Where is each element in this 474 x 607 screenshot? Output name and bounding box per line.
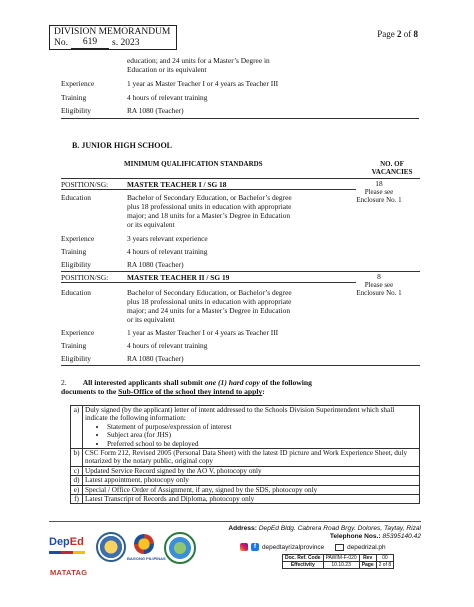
memo-title: DIVISION MEMORANDUM (54, 27, 171, 37)
social-links (240, 543, 420, 551)
documents-table (70, 405, 420, 504)
doc-key: b) (71, 449, 83, 467)
position-value: MASTER TEACHER I / SG 18 (127, 180, 227, 189)
bagong-pilipinas-text: BAGONG PILIPINAS (127, 556, 166, 561)
effectivity-label: Effectivity (283, 562, 324, 569)
footer-divider (49, 521, 421, 522)
table-row (71, 449, 420, 467)
vacancy-note-2: Enclosure No. 1 (356, 289, 402, 297)
doc-item (83, 406, 420, 449)
deped-seal-icon (96, 532, 126, 562)
rizal-division-seal-icon (164, 532, 196, 564)
vacancy-count: 8 (377, 272, 381, 281)
vacancy-count: 18 (375, 179, 383, 188)
vacancy-cell (356, 180, 402, 204)
doc-text: Special / Office Order of Assignment, if any, signed by the SDS, photocopy only (83, 485, 420, 494)
qualification-table-header (62, 157, 420, 179)
list-item: • Subject area (for JHS) (107, 431, 417, 439)
document-control-table (282, 554, 394, 569)
page-value: 2 of 8 (376, 562, 394, 569)
position-label: POSITION/SG: (61, 180, 109, 189)
instagram-icon[interactable] (240, 543, 248, 551)
doc-text: Duly signed (by the applicant) letter of intent addressed to the Schools Division Superintendent which shall indicate the following information: (85, 406, 395, 423)
email-address[interactable]: depedrizal.ph (347, 543, 386, 551)
telephone-line (228, 533, 421, 541)
vacancy-cell (356, 273, 402, 297)
page-number (377, 29, 418, 39)
page-total: 8 (413, 29, 418, 39)
position-divider (61, 282, 356, 283)
paragraph-emphasis: one (1) hard copy (204, 378, 260, 387)
footer-address-block (228, 525, 421, 542)
table-row (71, 476, 420, 485)
top-eligibility-label: Eligibility (61, 106, 91, 115)
experience-value: 3 years relevant experience (127, 234, 208, 243)
position-label: POSITION/SG: (61, 273, 109, 282)
position-divider (61, 189, 356, 190)
header-divider (61, 178, 420, 179)
education-line: plus 18 professional units in education with appropriate (127, 297, 292, 306)
bagong-pilipinas-logo (127, 534, 166, 564)
education-cont-2: Education or its equivalent (127, 65, 207, 74)
table-row (71, 466, 420, 475)
doc-text: CSC Form 212, Revised 2005 (Personal Data Sheet) with the latest ID picture and Work Experience Sheet, duly notarized by the notary public, original copy (83, 449, 420, 467)
paragraph-text: of the following (259, 378, 312, 387)
effectivity-value: 10.10.23 (323, 562, 359, 569)
experience-value: 1 year as Master Teacher I or 4 years as Teacher III (127, 328, 279, 337)
table-row (283, 562, 394, 569)
col-standards-header: MINIMUM QUALIFICATION STANDARDS (124, 160, 263, 168)
education-line: Bachelor of Secondary Education, or Bachelor’s degree (127, 288, 292, 297)
table-row (71, 495, 420, 504)
education-line: or its equivalent (127, 315, 175, 324)
vacancy-note-1: Please see (364, 188, 394, 196)
list-item: • Statement of purpose/expression of interest (107, 423, 417, 431)
eligibility-label: Eligibility (61, 260, 91, 269)
education-label: Education (61, 193, 91, 202)
training-label: Training (61, 341, 87, 350)
telephone-label: Telephone Nos.: (329, 533, 381, 541)
position-value: MASTER TEACHER II / SG 19 (127, 273, 230, 282)
top-training-label: Training (61, 93, 87, 102)
doc-text: Latest Transcript of Records and Diploma, photocopy only (83, 495, 420, 504)
paragraph-text: : (262, 387, 265, 397)
education-line: major; and 24 units for a Master’s Degree in Education (127, 306, 291, 315)
section-title: B. JUNIOR HIGH SCHOOL (72, 141, 173, 150)
training-value: 4 hours of relevant training (127, 341, 208, 350)
paragraph-text: documents to the (61, 387, 119, 397)
doc-key: d) (71, 476, 83, 485)
doc-text: Latest appointment, photocopy only (83, 476, 420, 485)
doc-bullet-list (85, 423, 417, 448)
doc-ref-label: Doc. Ref. Code (283, 555, 324, 562)
facebook-icon[interactable]: f (251, 543, 259, 551)
paragraph-underline: Sub-Office of the school they intend to apply (118, 387, 263, 397)
page-label: Page (359, 562, 376, 569)
top-training-value: 4 hours of relevant training (127, 93, 208, 102)
doc-key: a) (71, 406, 83, 449)
education-line: or its equivalent (127, 220, 175, 229)
list-item: • Preferred school to be deployed (107, 440, 417, 448)
doc-ref-value: PAWIM-F-020 (323, 555, 359, 562)
memo-header-box (49, 25, 177, 50)
education-cont-1: education; and 24 units for a Master’s Degree in (127, 56, 270, 65)
mail-icon (335, 544, 344, 551)
memo-series: s. 2023 (112, 38, 140, 48)
top-divider (61, 118, 419, 119)
footer-logos (49, 524, 201, 584)
top-eligibility-value: RA 1080 (Teacher) (127, 106, 184, 115)
eligibility-value: RA 1080 (Teacher) (127, 260, 184, 269)
training-value: 4 hours of relevant training (127, 247, 208, 256)
position-divider (61, 271, 420, 272)
table-row (71, 485, 420, 494)
training-label: Training (61, 247, 87, 256)
vacancy-note-1: Please see (364, 281, 394, 289)
page-prefix: Page (377, 29, 395, 39)
memo-number-line (54, 38, 172, 49)
memo-no-label: No. (54, 38, 68, 48)
paragraph-number: 2. (61, 378, 67, 387)
deped-logo (49, 528, 89, 568)
education-label: Education (61, 288, 91, 297)
doc-key: f) (71, 495, 83, 504)
col-vacancies-header: NO. OF VACANCIES (371, 160, 413, 176)
table-row (283, 555, 394, 562)
top-experience-label: Experience (61, 79, 95, 88)
experience-label: Experience (61, 328, 95, 337)
paragraph-text: All interested applicants shall submit (82, 378, 205, 387)
deped-logo-dep: Dep (49, 536, 70, 548)
doc-key: e) (71, 485, 83, 494)
eligibility-label: Eligibility (61, 354, 91, 363)
deped-logo-ed: Ed (69, 536, 84, 548)
page-current: 2 (397, 29, 402, 39)
table-bottom-divider (61, 365, 420, 366)
address-label: Address: (228, 525, 257, 532)
deped-flag-stripe (49, 551, 85, 554)
doc-text: Updated Service Record signed by the AO V, photocopy only (83, 466, 420, 475)
eligibility-value: RA 1080 (Teacher) (127, 354, 184, 363)
vacancy-note-2: Enclosure No. 1 (356, 196, 402, 204)
deped-logo-text (49, 536, 84, 548)
instruction-paragraph (61, 378, 421, 397)
rev-value: 00 (376, 555, 394, 562)
page-of: of (403, 29, 412, 39)
rev-label: Rev (359, 555, 376, 562)
sun-icon (134, 534, 154, 554)
matatag-logo: MATATAG (50, 568, 88, 577)
top-experience-value: 1 year as Master Teacher I or 4 years as Teacher III (127, 79, 279, 88)
experience-label: Experience (61, 234, 95, 243)
memo-no-value: 619 (71, 38, 109, 49)
table-row (71, 406, 420, 449)
education-line: plus 18 professional units in education with appropriate (127, 202, 292, 211)
education-line: Bachelor of Secondary Education, or Bachelor’s degree (127, 193, 292, 202)
address-line (228, 525, 421, 533)
address-value: DepEd Bldg. Cabrera Road Brgy. Dolores, Taytay, Rizal (258, 525, 421, 532)
doc-key: c) (71, 466, 83, 475)
education-line: major; and 18 units for a Master’s Degree in Education (127, 211, 291, 220)
telephone-value: 85395140.42 (382, 533, 421, 541)
social-handle[interactable]: depedtayrizalprovince (262, 543, 325, 551)
